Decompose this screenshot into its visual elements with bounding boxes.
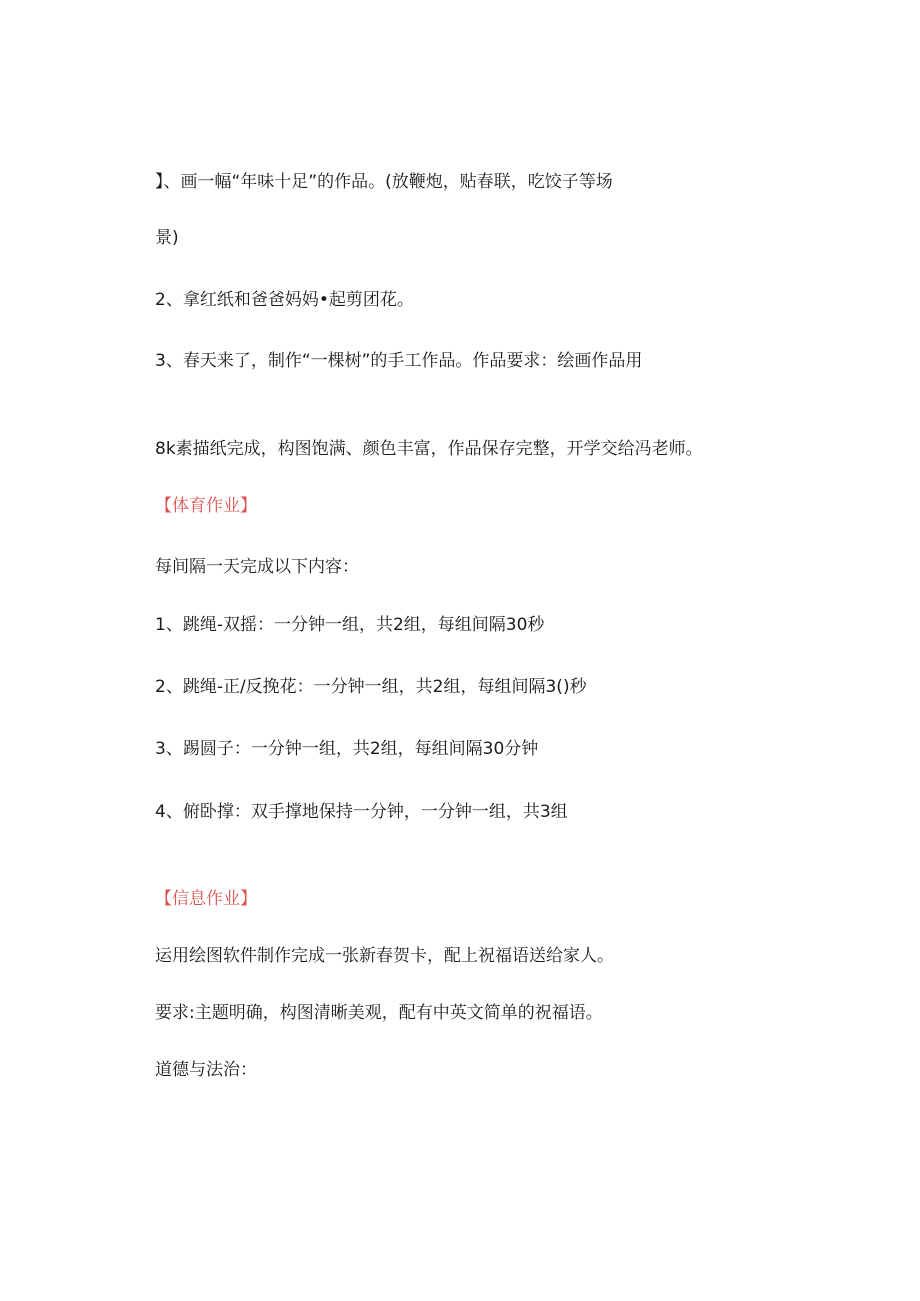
pe-item-4: 4、俯卧撑：双手撑地保持一分钟，一分钟一组，共3组 — [155, 802, 568, 822]
art-item-1-line-2: 景) — [155, 228, 179, 248]
info-requirement: 要求:主题明确，构图清晰美观，配有中英文简单的祝福语。 — [155, 1003, 603, 1023]
art-item-3-line-1: 3、春天来了，制作“一棵树”的手工作品。作品要求：绘画作品用 — [155, 351, 643, 371]
pe-item-3: 3、踢圆子：一分钟一组，共2组，每组间隔30分钟 — [155, 739, 539, 759]
pe-item-1: 1、跳绳-双摇：一分钟一组，共2组，每组间隔30秒 — [155, 615, 545, 635]
pe-intro: 每间隔一天完成以下内容： — [155, 557, 359, 577]
morality-section-heading: 道德与法治： — [155, 1060, 257, 1080]
art-item-2: 2、拿红纸和爸爸妈妈•起剪团花。 — [155, 290, 414, 310]
pe-item-2: 2、跳绳-正/反挽花：一分钟一组，共2组，每组间隔3()秒 — [155, 677, 587, 697]
art-item-1-line-1: 】、画一幅“年味十足”的作品。(放鞭炮，贴春联，吃饺子等场 — [155, 172, 613, 192]
info-section-heading: 【信息作业】 — [155, 889, 257, 909]
info-task: 运用绘图软件制作完成一张新春贺卡，配上祝福语送给家人。 — [155, 946, 614, 966]
pe-section-heading: 【体育作业】 — [155, 496, 257, 516]
art-item-3-line-2: 8k素描纸完成，构图饱满、颜色丰富，作品保存完整，开学交给冯老师。 — [155, 439, 703, 459]
